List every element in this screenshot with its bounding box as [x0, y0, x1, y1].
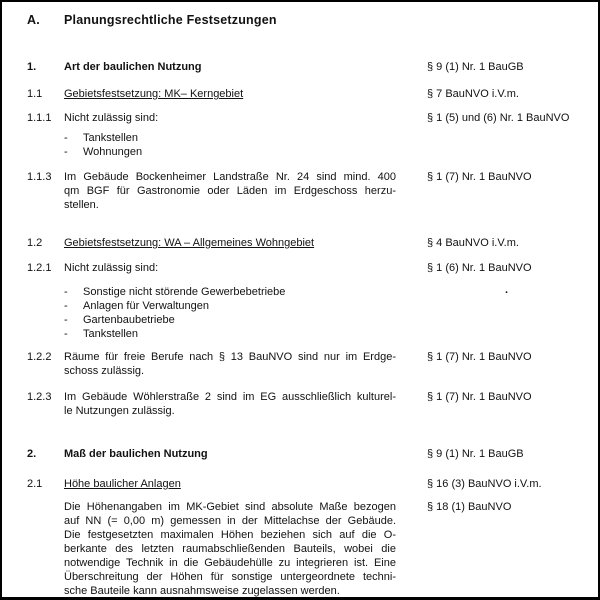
list-item-label: Gartenbaubetriebe — [83, 314, 175, 326]
bullet-dash: - — [64, 300, 68, 312]
clause-number: 1.2 — [27, 237, 43, 249]
section-a-number: A. — [27, 13, 40, 27]
clause-row-1-2-1 — [27, 261, 580, 341]
legal-reference — [427, 261, 532, 296]
clause-row-1-1-1 — [27, 111, 580, 159]
bullet-dash: - — [64, 132, 68, 144]
bullet-list — [64, 285, 396, 341]
legal-reference: § 4 BauNVO i.V.m. — [427, 237, 519, 249]
clause-row-2-1 — [27, 477, 580, 491]
bullet-dash: - — [64, 286, 68, 298]
clause-number: 2. — [27, 448, 37, 460]
clause-heading: Höhe baulicher Anlagen — [64, 478, 181, 490]
bullet-dash: - — [64, 314, 68, 326]
bullet-dash: - — [64, 146, 68, 158]
legal-reference: § 1 (7) Nr. 1 BauNVO — [427, 171, 532, 183]
legal-reference: § 1 (7) Nr. 1 BauNVO — [427, 391, 532, 403]
clause-text-line: berkante des letzten raumabschließenden Bauteils, wobei die — [64, 543, 396, 555]
legal-reference: § 1 (7) Nr. 1 BauNVO — [427, 351, 532, 363]
clause-text-line: sche Bauteile kann ausnahmsweise zugelassen werden. — [64, 585, 340, 597]
scan-artifact-dot: . — [505, 284, 509, 296]
list-item-label: Wohnungen — [83, 146, 143, 158]
list-item-label: Anlagen für Verwaltungen — [83, 300, 209, 312]
clause-heading: Maß der baulichen Nutzung — [64, 448, 208, 460]
clause-row-1-1 — [27, 87, 580, 101]
list-item — [64, 327, 396, 341]
clause-text-line: Räume für freie Berufe nach § 13 BauNVO sind nur im Erdge- — [64, 351, 396, 363]
legal-reference: § 18 (1) BauNVO — [427, 501, 512, 513]
list-item — [64, 145, 396, 159]
clause-row-2-1-body — [27, 500, 580, 598]
section-a-header — [27, 13, 580, 27]
clause-text-line: le Nutzungen zulässig. — [64, 405, 175, 417]
list-item — [64, 285, 396, 299]
legal-reference: § 7 BauNVO i.V.m. — [427, 88, 519, 100]
list-item-label: Tankstellen — [83, 328, 139, 340]
clause-text-line: Die Höhenangaben im MK-Gebiet sind absolute Maße bezogen — [64, 501, 396, 513]
clause-number: 1.2.3 — [27, 391, 52, 403]
clause-text: Nicht zulässig sind: — [64, 262, 159, 274]
legal-reference: § 1 (5) und (6) Nr. 1 BauNVO — [427, 112, 570, 124]
clause-row-1-1-3 — [27, 170, 580, 212]
list-item — [64, 299, 396, 313]
bullet-dash: - — [64, 328, 68, 340]
clause-text-line: Überschreitung der Höhen für sonstige untergeordnete techni- — [64, 571, 396, 583]
clause-number: 1.2.1 — [27, 262, 52, 274]
clause-number: 1.1.1 — [27, 112, 52, 124]
list-item-label: Sonstige nicht störende Gewerbebetriebe — [83, 286, 286, 298]
clause-text-line: stellen. — [64, 199, 99, 211]
clause-heading: Gebietsfestsetzung: WA – Allgemeines Wohngebiet — [64, 237, 315, 249]
clause-row-1-2-2 — [27, 350, 580, 378]
clause-heading: Art der baulichen Nutzung — [64, 61, 202, 73]
list-item — [64, 131, 396, 145]
legal-reference: § 9 (1) Nr. 1 BauGB — [427, 448, 524, 460]
clause-text: Nicht zulässig sind: — [64, 112, 159, 124]
clause-text-line: Im Gebäude Wöhlerstraße 2 sind im EG ausschließlich kulturel- — [64, 391, 396, 403]
clause-text-line: notwendige Technik in die Gebäudehülle zu integrieren ist. Eine — [64, 557, 396, 569]
legal-reference: § 16 (3) BauNVO i.V.m. — [427, 478, 542, 490]
clause-number: 1.1.3 — [27, 171, 52, 183]
clause-row-1-2 — [27, 236, 580, 250]
list-item — [64, 313, 396, 327]
clause-number: 1.1 — [27, 88, 43, 100]
clause-text-line: Im Gebäude Bockenheimer Landstraße Nr. 24 sind mind. 400 — [64, 171, 396, 183]
clause-text-line: schoss zulässig. — [64, 365, 145, 377]
legal-reference: § 9 (1) Nr. 1 BauGB — [427, 61, 524, 73]
page-title: Planungsrechtliche Festsetzungen — [64, 13, 277, 27]
clause-number: 2.1 — [27, 478, 43, 490]
clause-row-1-2-3 — [27, 390, 580, 418]
bullet-list — [64, 131, 396, 159]
clause-text-line: auf NN (= 0,00 m) gemessen in der Mittelachse der Gebäude. — [64, 515, 396, 527]
clause-row-2 — [27, 447, 580, 461]
clause-text-line: Die festgesetzten maximalen Höhen beziehen sich auf die O- — [64, 529, 396, 541]
list-item-label: Tankstellen — [83, 132, 139, 144]
clause-text-line: qm BGF für Gastronomie oder Läden im Erdgeschoss herzu- — [64, 185, 396, 197]
legal-reference-text: § 1 (6) Nr. 1 BauNVO — [427, 262, 532, 274]
clause-row-1 — [27, 60, 580, 74]
clause-number: 1. — [27, 61, 37, 73]
clause-heading: Gebietsfestsetzung: MK– Kerngebiet — [64, 88, 244, 100]
clause-number: 1.2.2 — [27, 351, 52, 363]
